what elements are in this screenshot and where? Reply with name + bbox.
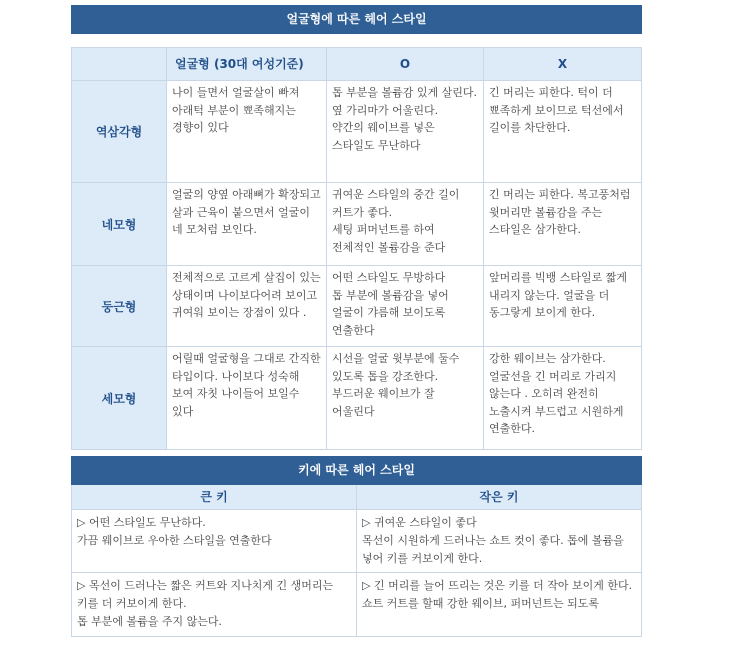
bad-cell: 긴 머리는 피한다. 턱이 더 뾰족하게 보이므로 턱선에서 길이를 차단한다. [484,81,642,183]
desc-cell: 나이 들면서 얼굴살이 빠져 아래턱 부분이 뾰족해지는 경향이 있다 [167,81,327,183]
header-tall: 큰 키 [72,485,357,510]
header-bad: X [484,48,642,81]
height-table-title: 키에 따른 헤어 스타일 [72,457,642,485]
good-cell: 귀여운 스타일의 중간 길이 커트가 좋다. 세팅 퍼머넌트를 하여 전체적인 볼륨감을 준다 [327,183,484,266]
bad-cell: 앞머리를 빅뱅 스타일로 짧게 내리지 않는다. 얼굴을 더 동그랗게 보이게 한다. [484,266,642,347]
face-shape-table [71,5,642,450]
header-short: 작은 키 [357,485,642,510]
header-good: O [327,48,484,81]
good-cell: 시선을 얼굴 윗부분에 둘수 있도록 톱을 강조한다. 부드러운 웨이브가 잘 어울린다 [327,347,484,450]
desc-cell: 얼굴의 양옆 아래뼈가 확장되고 살과 근육이 붙으면서 얼굴이 네 모처럼 보인다. [167,183,327,266]
row-label-square: 네모형 [72,183,167,266]
good-cell: 톱 부분을 볼륨감 있게 살린다. 옆 가리마가 어울린다. 약간의 웨이브를 넣은 스타일도 무난하다 [327,81,484,183]
short-cell: ▷ 긴 머리를 늘어 뜨리는 것은 키를 더 작아 보이게 한다. 쇼트 커트를 할때 강한 웨이브, 퍼머넌트는 되도록 [357,573,642,637]
row-label-triangle: 세모형 [72,347,167,450]
tall-cell: ▷ 어떤 스타일도 무난하다. 가끔 웨이브로 우아한 스타일을 연출한다 [72,510,357,573]
header-face-shape: 얼굴형 (30대 여성기준) [167,48,327,81]
good-cell: 어떤 스타일도 무방하다 톱 부분에 볼륨감을 넣어 얼굴이 갸름해 보이도록 연출한다 [327,266,484,347]
header-empty [72,48,167,81]
height-table [71,456,642,637]
desc-cell: 어릴때 얼굴형을 그대로 간직한 타입이다. 나이보다 성숙해 보여 자칫 나이들어 보일수 있다 [167,347,327,450]
short-cell: ▷ 귀여운 스타일이 좋다 목선이 시원하게 드러나는 쇼트 컷이 좋다. 톱에 볼륨을 넣어 키를 커보이게 한다. [357,510,642,573]
row-label-round: 둥근형 [72,266,167,347]
row-label-inverted-triangle: 역삼각형 [72,81,167,183]
bad-cell: 긴 머리는 피한다. 복고풍처럼 윗머리만 볼륨감을 주는 스타일은 삼가한다. [484,183,642,266]
desc-cell: 전체적으로 고르게 살집이 있는 상태이며 나이보다어려 보이고 귀여워 보이는 장점이 있다 . [167,266,327,347]
bad-cell: 강한 웨이브는 삼가한다. 얼굴선을 긴 머리로 가리지 않는다 . 오히려 완전히 노출시켜 부드럽고 시원하게 연출한다. [484,347,642,450]
tall-cell: ▷ 목선이 드러나는 짧은 커트와 지나치게 긴 생머리는 키를 더 커보이게 한다. 톱 부분에 볼륨을 주지 않는다. [72,573,357,637]
face-table-title: 얼굴형에 따른 헤어 스타일 [72,6,642,34]
